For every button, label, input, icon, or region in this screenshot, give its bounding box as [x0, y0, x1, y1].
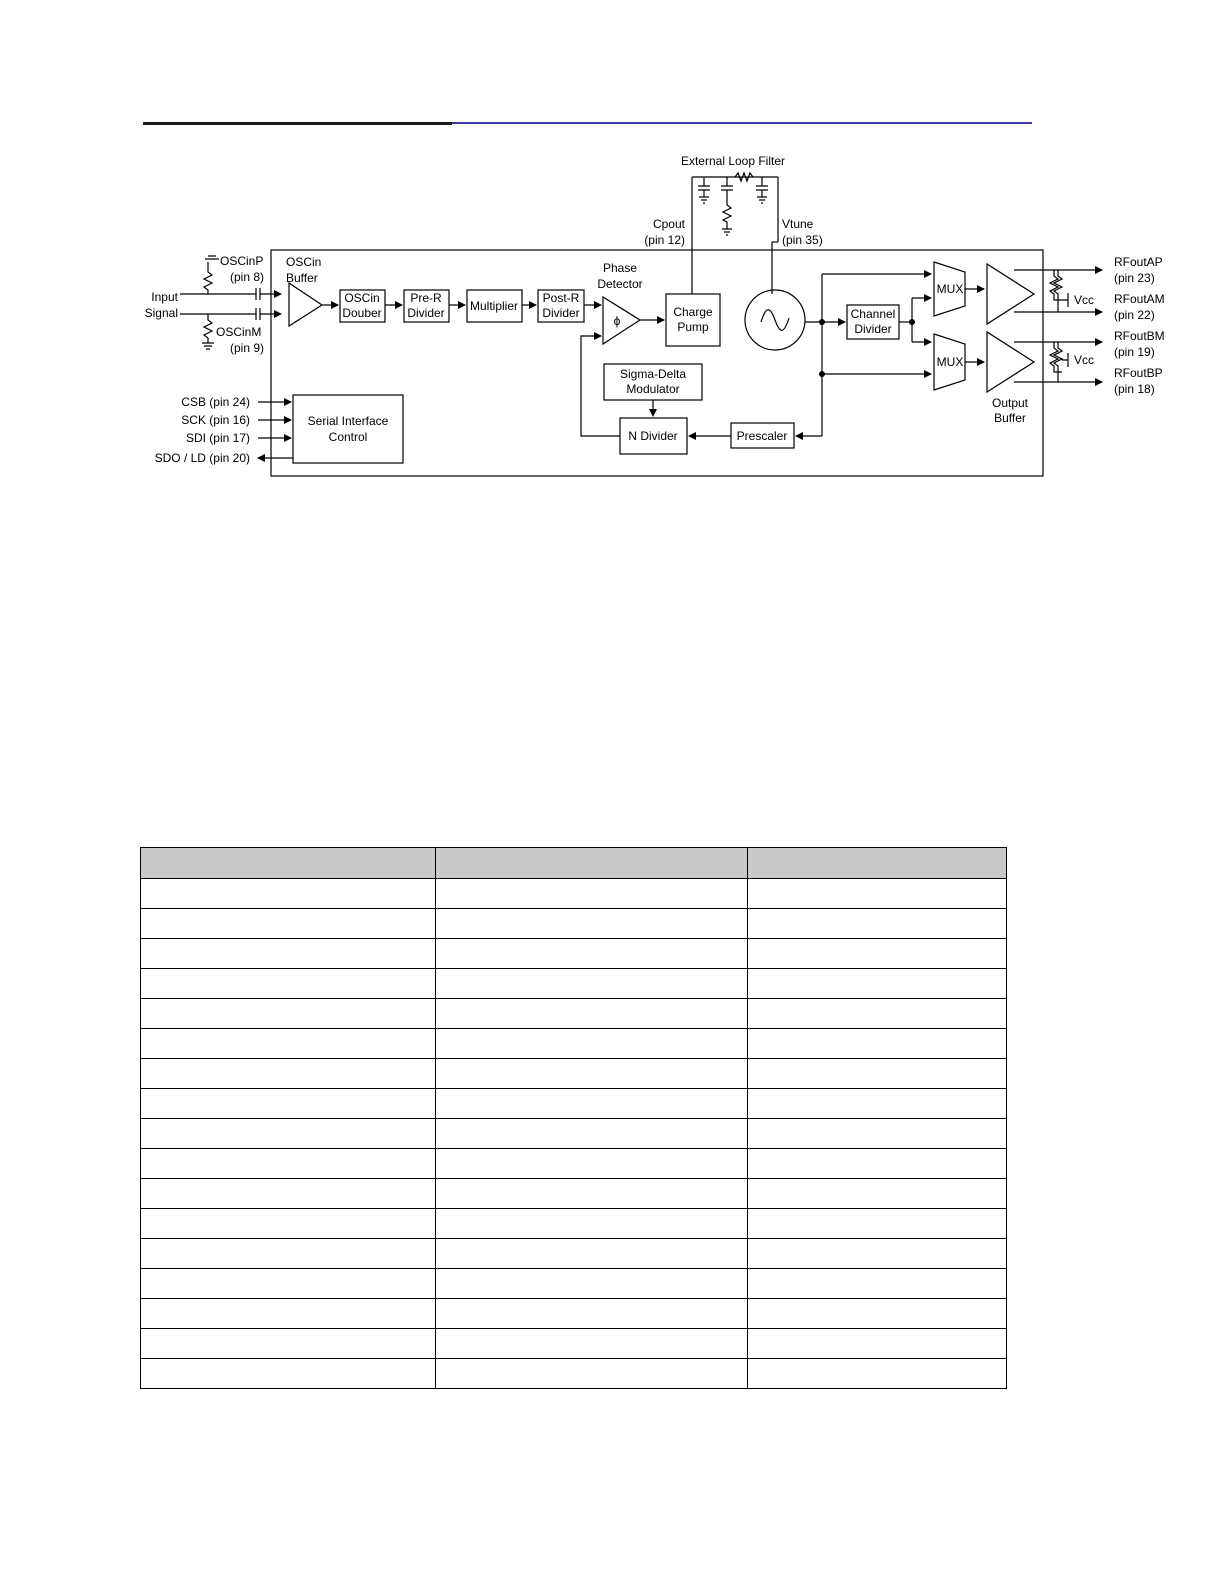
table-row — [141, 969, 1007, 999]
oscinm-pin-label: (pin 9) — [230, 341, 265, 355]
rfoutam-pin-label: (pin 22) — [1114, 308, 1155, 322]
oscin-buffer — [289, 283, 322, 326]
oscinm-resistor — [202, 314, 214, 349]
output-buffer-label-1: Output — [991, 396, 1029, 410]
table-cell — [141, 1299, 436, 1329]
post-r-divider-label-1: Post-R — [542, 291, 580, 305]
pre-r-divider-label-2: Divider — [407, 306, 445, 320]
table-cell — [748, 1059, 1007, 1089]
table-header-row — [141, 848, 1007, 879]
table-row — [141, 1059, 1007, 1089]
table-row — [141, 1119, 1007, 1149]
table-cell — [141, 909, 436, 939]
table-cell — [141, 1239, 436, 1269]
table-cell — [141, 879, 436, 909]
table-cell — [748, 969, 1007, 999]
mux-bottom-label: MUX — [936, 355, 964, 369]
table-cell — [436, 1179, 748, 1209]
table-cell — [436, 1239, 748, 1269]
table-cell — [748, 1239, 1007, 1269]
channel-divider-label-1: Channel — [850, 307, 896, 321]
table-cell — [748, 999, 1007, 1029]
table-header-cell — [748, 848, 1007, 879]
table-cell — [141, 969, 436, 999]
data-table — [140, 847, 1007, 1389]
oscinp-pin-label: (pin 8) — [230, 270, 265, 284]
table-cell — [141, 1149, 436, 1179]
table-cell — [748, 1179, 1007, 1209]
table-row — [141, 1299, 1007, 1329]
table-cell — [436, 1089, 748, 1119]
table-cell — [141, 939, 436, 969]
table-row — [141, 1179, 1007, 1209]
rfoutbp-label: RFoutBP — [1114, 366, 1163, 380]
oscin-doubler-label-1: OSCin — [344, 291, 380, 305]
table-row — [141, 999, 1007, 1029]
phase-detector — [603, 297, 640, 344]
rfoutbm-label: RFoutBM — [1114, 329, 1165, 343]
vcc-top-label: Vcc — [1074, 293, 1095, 307]
table-row — [141, 1239, 1007, 1269]
channel-divider-label-2: Divider — [854, 322, 892, 336]
phi-symbol: ϕ — [613, 314, 621, 328]
charge-pump-label-2: Pump — [677, 320, 709, 334]
vcc-bottom-label: Vcc — [1074, 353, 1095, 367]
rfoutbm-pin-label: (pin 19) — [1114, 345, 1155, 359]
table-cell — [436, 1329, 748, 1359]
table-cell — [436, 879, 748, 909]
output-buffer-a — [987, 264, 1034, 324]
table-row — [141, 1359, 1007, 1389]
table-row — [141, 1269, 1007, 1299]
oscin-doubler-label-2: Douber — [342, 306, 382, 320]
table-cell — [748, 1029, 1007, 1059]
output-buffer-label-2: Buffer — [994, 411, 1026, 425]
cpout-pin-label: (pin 12) — [644, 233, 685, 247]
table-cell — [141, 1029, 436, 1059]
table-cell — [141, 1359, 436, 1389]
oscinp-label: OSCinP — [220, 254, 264, 268]
mux-top-label: MUX — [936, 282, 964, 296]
rfoutam-label: RFoutAM — [1114, 292, 1165, 306]
table-cell — [436, 1359, 748, 1389]
table-cell — [748, 1089, 1007, 1119]
table-cell — [748, 1149, 1007, 1179]
table-cell — [748, 1359, 1007, 1389]
table-cell — [748, 1269, 1007, 1299]
table-cell — [748, 879, 1007, 909]
table-row — [141, 1209, 1007, 1239]
table-cell — [436, 969, 748, 999]
table-cell — [436, 1029, 748, 1059]
table-cell — [141, 1119, 436, 1149]
vtune-label: Vtune — [782, 217, 814, 231]
rfoutbp-pin-label: (pin 18) — [1114, 382, 1155, 396]
table-cell — [748, 1209, 1007, 1239]
block-diagram — [0, 0, 1225, 520]
vtune-pin-label: (pin 35) — [782, 233, 823, 247]
table-row — [141, 939, 1007, 969]
table-row — [141, 1089, 1007, 1119]
table-cell — [748, 1299, 1007, 1329]
table-header-cell — [436, 848, 748, 879]
rfoutap-label: RFoutAP — [1114, 255, 1163, 269]
n-divider-label: N Divider — [628, 429, 678, 443]
prescaler-label: Prescaler — [736, 429, 788, 443]
table-cell — [141, 1089, 436, 1119]
post-r-divider-label-2: Divider — [542, 306, 580, 320]
table-row — [141, 1149, 1007, 1179]
table-cell — [141, 1269, 436, 1299]
multiplier-label: Multiplier — [469, 299, 519, 313]
sigma-delta-label-2: Modulator — [626, 382, 680, 396]
rfoutap-pin-label: (pin 23) — [1114, 271, 1155, 285]
table-cell — [141, 1179, 436, 1209]
oscin-buffer-label-1: OSCin — [286, 255, 322, 269]
table-cell — [141, 1059, 436, 1089]
charge-pump-label-1: Charge — [673, 305, 713, 319]
serial-interface-label-1: Serial Interface — [307, 414, 389, 428]
external-loop-filter — [692, 173, 778, 294]
table-cell — [436, 1119, 748, 1149]
sdo-ld-label: SDO / LD (pin 20) — [154, 451, 250, 465]
table-row — [141, 879, 1007, 909]
table-cell — [436, 999, 748, 1029]
pre-r-divider-label-1: Pre-R — [410, 291, 442, 305]
signal-label: Signal — [144, 306, 178, 320]
csb-label: CSB (pin 24) — [181, 395, 250, 409]
table-cell — [436, 939, 748, 969]
table-cell — [436, 1149, 748, 1179]
oscinp-resistor — [204, 256, 219, 294]
table-cell — [436, 1209, 748, 1239]
table-cell — [141, 999, 436, 1029]
input-label: Input — [151, 290, 178, 304]
cpout-label: Cpout — [652, 217, 685, 231]
phase-detector-label-2: Detector — [597, 277, 643, 291]
table-body — [141, 879, 1007, 1389]
table-row — [141, 1329, 1007, 1359]
table-row — [141, 909, 1007, 939]
table-row — [141, 1029, 1007, 1059]
serial-interface-block — [293, 395, 403, 463]
table-cell — [436, 909, 748, 939]
table-cell — [748, 1119, 1007, 1149]
table-cell — [748, 939, 1007, 969]
sdi-label: SDI (pin 17) — [185, 431, 250, 445]
table-cell — [436, 1299, 748, 1329]
table-cell — [141, 1329, 436, 1359]
table-cell — [748, 909, 1007, 939]
output-buffer-b — [987, 332, 1034, 392]
oscinm-label: OSCinM — [216, 325, 262, 339]
table-cell — [436, 1059, 748, 1089]
sck-label: SCK (pin 16) — [181, 413, 250, 427]
sigma-delta-label-1: Sigma-Delta — [619, 367, 687, 381]
serial-interface-label-2: Control — [328, 430, 368, 444]
table-cell — [141, 1209, 436, 1239]
table-cell — [436, 1269, 748, 1299]
external-loop-filter-label: External Loop Filter — [680, 154, 786, 168]
oscin-buffer-label-2: Buffer — [286, 271, 318, 285]
table-header-cell — [141, 848, 436, 879]
table-cell — [748, 1329, 1007, 1359]
phase-detector-label-1: Phase — [602, 261, 638, 275]
